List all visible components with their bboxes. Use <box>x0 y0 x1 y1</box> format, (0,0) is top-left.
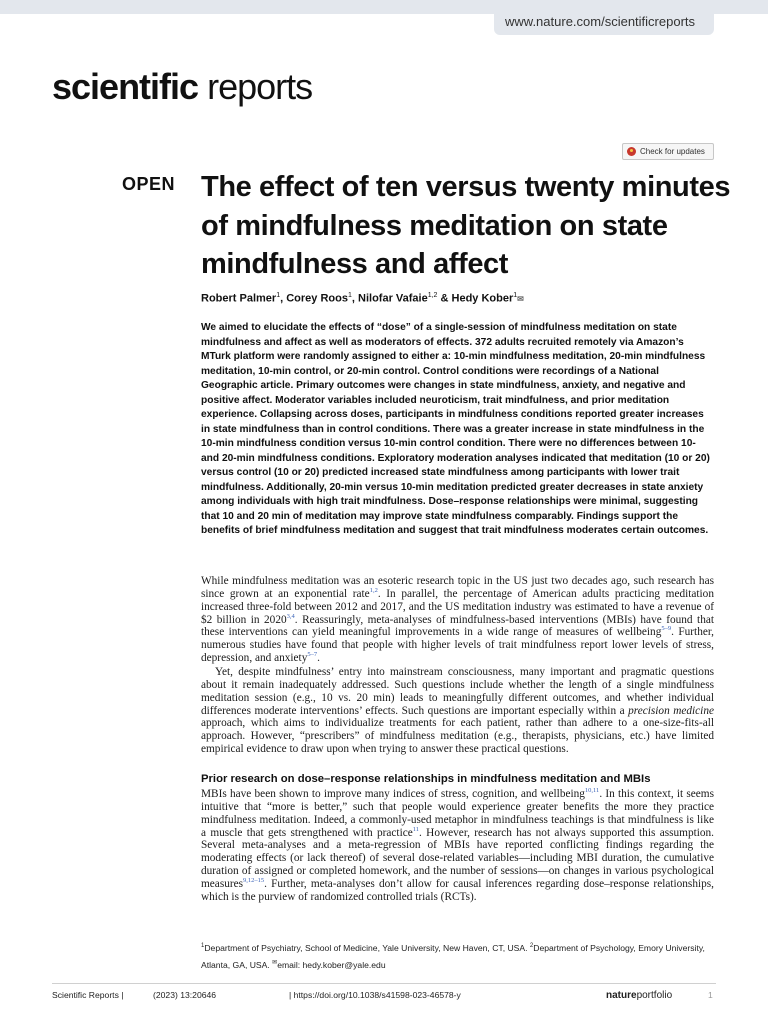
author-separator: , <box>280 292 287 305</box>
publisher-logo-light: portfolio <box>636 990 673 1001</box>
citation-link[interactable]: 1,2 <box>369 587 378 595</box>
author-name[interactable]: Nilofar Vafaie <box>358 292 428 305</box>
footer-journal: Scientific Reports | <box>52 990 124 1000</box>
footnote-marker: 1 <box>201 943 205 949</box>
text-span: . Further, meta-analyses don’t allow for causal inferences regarding dose–response relationships, which is the purview of randomized controlled trials (RCTs). <box>201 877 714 903</box>
author-name[interactable]: Corey Roos <box>286 292 348 305</box>
envelope-icon[interactable]: ✉ <box>517 294 524 304</box>
author-separator: , <box>351 292 359 305</box>
affiliation-text: Department of Psychiatry, School of Medicine, Yale University, New Haven, CT, USA. <box>204 942 530 953</box>
section-heading: Prior research on dose–response relationships in mindfulness meditation and MBIs <box>201 773 651 785</box>
journal-logo <box>52 66 312 108</box>
check-for-updates-label: Check for updates <box>640 147 705 156</box>
footer-doi-link[interactable]: | https://doi.org/10.1038/s41598-023-46578-y <box>289 990 461 1000</box>
citation-link[interactable]: 5–9 <box>661 625 672 633</box>
affiliation-text: Department of Psychology, Emory University, Atlanta, GA, USA. <box>201 942 705 971</box>
text-span: . In parallel, the percentage of American adults practicing meditation increased three-fold between 2012 and 2017, and the US meditation industry was estimated to have a revenue of $2 billion in 2020 <box>201 587 714 626</box>
footer-citation: (2023) 13:20646 <box>153 990 217 1000</box>
check-for-updates-button[interactable] <box>622 143 714 160</box>
text-span: . Reassuringly, meta-analyses of mindfulness-based interventions (MBIs) have found that these interventions can yield meaningful improvements in a wide range of measures of wellbeing <box>201 613 715 639</box>
footer-divider <box>52 983 716 984</box>
envelope-icon: ✉ <box>272 960 278 967</box>
body-paragraph-3 <box>201 788 714 904</box>
publisher-logo-bold: nature <box>606 990 637 1001</box>
author-name[interactable]: Hedy Kober <box>451 292 514 305</box>
citation-link[interactable]: 11 <box>412 825 420 833</box>
open-access-label: OPEN <box>122 174 176 194</box>
journal-logo-bold: scientific <box>52 66 199 107</box>
citation-link[interactable]: 3,4 <box>286 612 295 620</box>
citation-link[interactable]: 10,11 <box>584 787 600 795</box>
text-span: While mindfulness meditation was an esoteric research topic in the US just two decades ago, such research has since grown at an exponential rate <box>201 575 714 600</box>
text-span: . However, research has not always supported this assumption. Several meta-analyses and a meta-regression of MBIs have reported conflicting findings regarding the moderating effects (or lack thereof) of several dose-related variables—including MBI duration, the cumulative duration of assigned or completed homework, and the number of sessions—on changes in various psychological measures <box>201 826 714 890</box>
author-separator: & <box>437 292 452 305</box>
text-span: MBIs have been shown to improve many indices of stress, cognition, and wellbeing <box>201 788 585 800</box>
author-affiliation: 1 <box>276 292 281 299</box>
article-title: The effect of ten versus twenty minutes of mindfulness meditation on state mindfulness and affect <box>201 171 731 280</box>
text-span: Yet, despite mindfulness’ entry into mainstream consciousness, many important and pragmatic questions about it remain inadequately addressed. Such questions include whether the length of a single mindfulness meditation session (e.g., 10 vs. 20 min) leads to meaningfully different outcomes, and whether individual differences moderate interventions’ effects. Such questions are important especially within a <box>201 666 714 717</box>
author-affiliation: 1 <box>513 292 518 299</box>
author-affiliation: 1,2 <box>427 292 438 299</box>
abstract: We aimed to elucidate the effects of “dose” of a single-session of mindfulness meditation on state mindfulness and affect as well as moderators of effects. 372 adults recruited remotely via Amazon’s MTurk platform were randomly assigned to either a: 10-min mindfulness meditation, 20-min mindfulness meditation, 10-min control, or 20-min control. Control conditions were recordings of a National Geographic article. Primary outcomes were changes in state mindfulness, anxiety, and negative and positive affect. Moderator variables included neuroticism, trait mindfulness, and prior meditation experience. Collapsing across doses, participants in mindfulness conditions reported greater increases in state mindfulness than in control conditions. There was a greater increase in state mindfulness in the 10-min mindfulness condition versus 10-min control condition. There were no differences between 10- and 20-min mindfulness conditions. Exploratory moderation analyses indicated that meditation (10 or 20) versus control (10 or 20) predicted increased state mindfulness among participants with lower trait mindfulness. Additionally, 20-min versus 10-min meditation predicted greater decreases in state anxiety among individuals with high trait mindfulness. Dose–response relationships were minimal, suggesting that 10 and 20 min of meditation may improve state mindfulness comparably. Findings support the benefits of brief mindfulness meditation and suggest that trait mindfulness moderates certain outcomes. <box>201 322 710 536</box>
author-name[interactable]: Robert Palmer <box>201 292 277 305</box>
text-span: . In this context, it seems intuitive that “more is better,” such that people would experience greater benefits the more they practice mindfulness meditation. Indeed, a commonly-used metaphor in mindfulness teachings is that mindfulness is like a muscle that gets strengthened with practice <box>201 788 714 839</box>
author-affiliation: 1 <box>347 292 352 299</box>
text-span: . <box>317 652 320 665</box>
journal-logo-light: reports <box>207 66 313 107</box>
crossmark-icon <box>627 147 636 156</box>
emphasis-text: precision medicine <box>628 704 714 717</box>
text-span: . Further, numerous studies have found that people with higher levels of trait mindfulness report lower levels of stress, depression, and anxiety <box>201 626 714 665</box>
publisher-logo <box>606 990 672 1001</box>
contact-email[interactable]: email: hedy.kober@yale.edu <box>277 960 386 971</box>
author-list <box>201 292 721 305</box>
body-paragraph-2 <box>201 666 714 756</box>
body-paragraph-1 <box>201 575 714 665</box>
page-number: 1 <box>708 990 713 1000</box>
footnote-marker: 2 <box>529 943 534 949</box>
text-span: approach, which aims to individualize treatments for each patient, rather than adhere to a one-size-fits-all approach. However, “prescribers” of mindfulness meditation (e.g., therapists, physicians, etc.) have limited empirical evidence to draw upon when trying to answer these practical questions. <box>201 717 714 756</box>
affiliation-footnote <box>201 939 721 974</box>
journal-url[interactable]: www.nature.com/scientificreports <box>505 14 696 29</box>
citation-link[interactable]: 5–7 <box>307 651 318 659</box>
citation-link[interactable]: 9,12–15 <box>243 877 265 885</box>
